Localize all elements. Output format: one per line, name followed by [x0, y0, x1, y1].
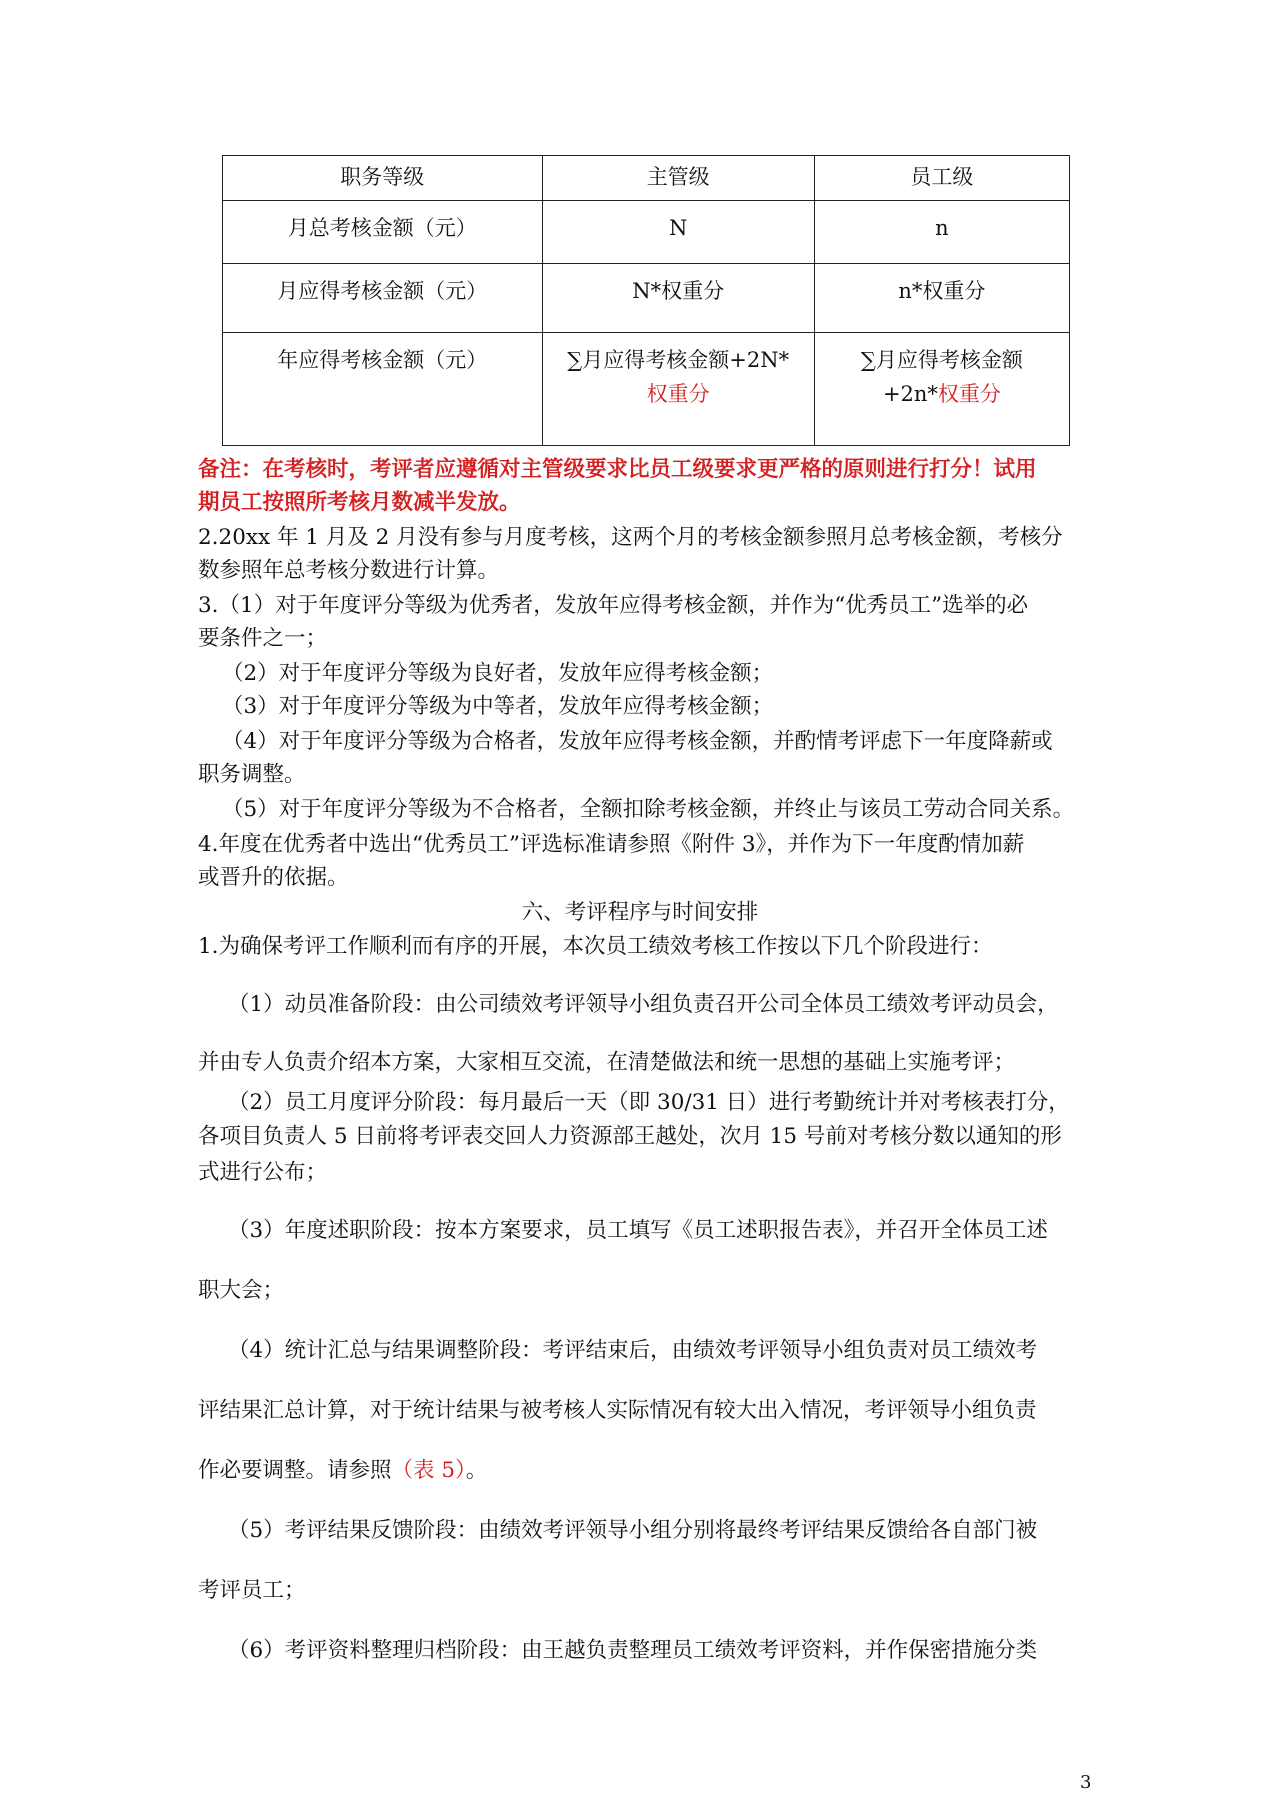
table-row	[223, 201, 1070, 264]
staff-formula-suffix: +2n*	[882, 382, 938, 406]
table-header-row	[223, 156, 1070, 201]
manager-weight-text: 权重分	[646, 382, 710, 406]
list-item: （3）对于年度评分等级为中等者，发放年应得考核金额；	[222, 694, 774, 719]
stage-line: （1）动员准备阶段：由公司绩效考评领导小组负责召开公司全体员工绩效考评动员会，	[228, 992, 1059, 1017]
manager-formula-text: ∑月应得考核金额+2N*	[567, 348, 790, 372]
stage-line: （4）统计汇总与结果调整阶段：考评结束后，由绩效考评领导小组负责对员工绩效考	[228, 1338, 1038, 1363]
staff-weight-text: 权重分	[937, 382, 1001, 406]
section-heading: 六、考评程序与时间安排	[521, 900, 759, 925]
table-cell-manager: N	[542, 201, 814, 264]
table-header-cell: 员工级	[814, 156, 1069, 201]
page-number: 3	[1080, 1772, 1092, 1793]
paragraph-line: 要条件之一；	[198, 626, 328, 651]
paragraph-line: 或晋升的依据。	[198, 865, 349, 890]
table-cell-staff: n	[814, 201, 1069, 264]
stage-line: 职大会；	[198, 1278, 285, 1303]
stage-line: 各项目负责人 5 日前将考评表交回人力资源部王越处，次月 15 号前对考核分数以通知的形	[198, 1124, 1062, 1149]
paragraph-line: 4.年度在优秀者中选出“优秀员工”评选标准请参照《附件 3》，并作为下一年度酌情加薪	[198, 832, 1025, 857]
stage-line: 评结果汇总计算，对于统计结果与被考核人实际情况有较大出入情况，考评领导小组负责	[198, 1398, 1037, 1423]
table-row-label: 月总考核金额（元）	[223, 201, 543, 264]
stage-line: 并由专人负责介绍本方案，大家相互交流，在清楚做法和统一思想的基础上实施考评；	[198, 1050, 1016, 1075]
table-row-label: 年应得考核金额（元）	[223, 333, 543, 446]
table-row-label: 月应得考核金额（元）	[223, 264, 543, 333]
stage-line	[198, 1456, 487, 1486]
stage-line: （5）考评结果反馈阶段：由绩效考评领导小组分别将最终考评结果反馈给各自部门被	[228, 1518, 1038, 1543]
table-reference: （表 5）	[391, 1458, 466, 1483]
stage-line: （2）员工月度评分阶段：每月最后一天（即 30/31 日）进行考勤统计并对考核表打分，	[228, 1090, 1070, 1115]
stage-text: 作必要调整。请参照	[198, 1458, 392, 1483]
list-item: 职务调整。	[198, 762, 306, 787]
table-cell-staff: n*权重分	[814, 264, 1069, 333]
list-item: （5）对于年度评分等级为不合格者，全额扣除考核金额，并终止与该员工劳动合同关系。	[222, 797, 1075, 822]
table-header-cell: 职务等级	[223, 156, 543, 201]
table-row	[223, 264, 1070, 333]
note-line: 期员工按照所考核月数减半发放。	[198, 490, 521, 515]
staff-formula-text: ∑月应得考核金额	[860, 348, 1023, 372]
paragraph-line: 数参照年总考核分数进行计算。	[198, 558, 500, 583]
table-cell-manager: N*权重分	[542, 264, 814, 333]
paragraph-line: 3.（1）对于年度评分等级为优秀者，发放年应得考核金额，并作为“优秀员工”选举的必	[198, 593, 1029, 618]
list-item: （4）对于年度评分等级为合格者，发放年应得考核金额，并酌情考评虑下一年度降薪或	[222, 729, 1053, 754]
table-cell-manager	[542, 333, 814, 446]
stage-line: （6）考评资料整理归档阶段：由王越负责整理员工绩效考评资料，并作保密措施分类	[228, 1638, 1038, 1663]
table-cell-staff	[814, 333, 1069, 446]
stage-line: 考评员工；	[198, 1578, 306, 1603]
stage-line: 式进行公布；	[198, 1160, 328, 1185]
note-line: 备注：在考核时，考评者应遵循对主管级要求比员工级要求更严格的原则进行打分！试用	[198, 457, 1037, 482]
list-item: （2）对于年度评分等级为良好者，发放年应得考核金额；	[222, 661, 774, 686]
stage-line: （3）年度述职阶段：按本方案要求，员工填写《员工述职报告表》，并召开全体员工述	[228, 1218, 1048, 1243]
paragraph-line: 2.20xx 年 1 月及 2 月没有参与月度考核，这两个月的考核金额参照月总考核金额，考核分	[198, 525, 1063, 550]
stage-text-end: 。	[465, 1458, 488, 1483]
table-header-cell: 主管级	[542, 156, 814, 201]
table-row	[223, 333, 1070, 446]
paragraph-line: 1.为确保考评工作顺利而有序的开展，本次员工绩效考核工作按以下几个阶段进行：	[198, 934, 993, 959]
assessment-amount-table	[222, 155, 1070, 446]
